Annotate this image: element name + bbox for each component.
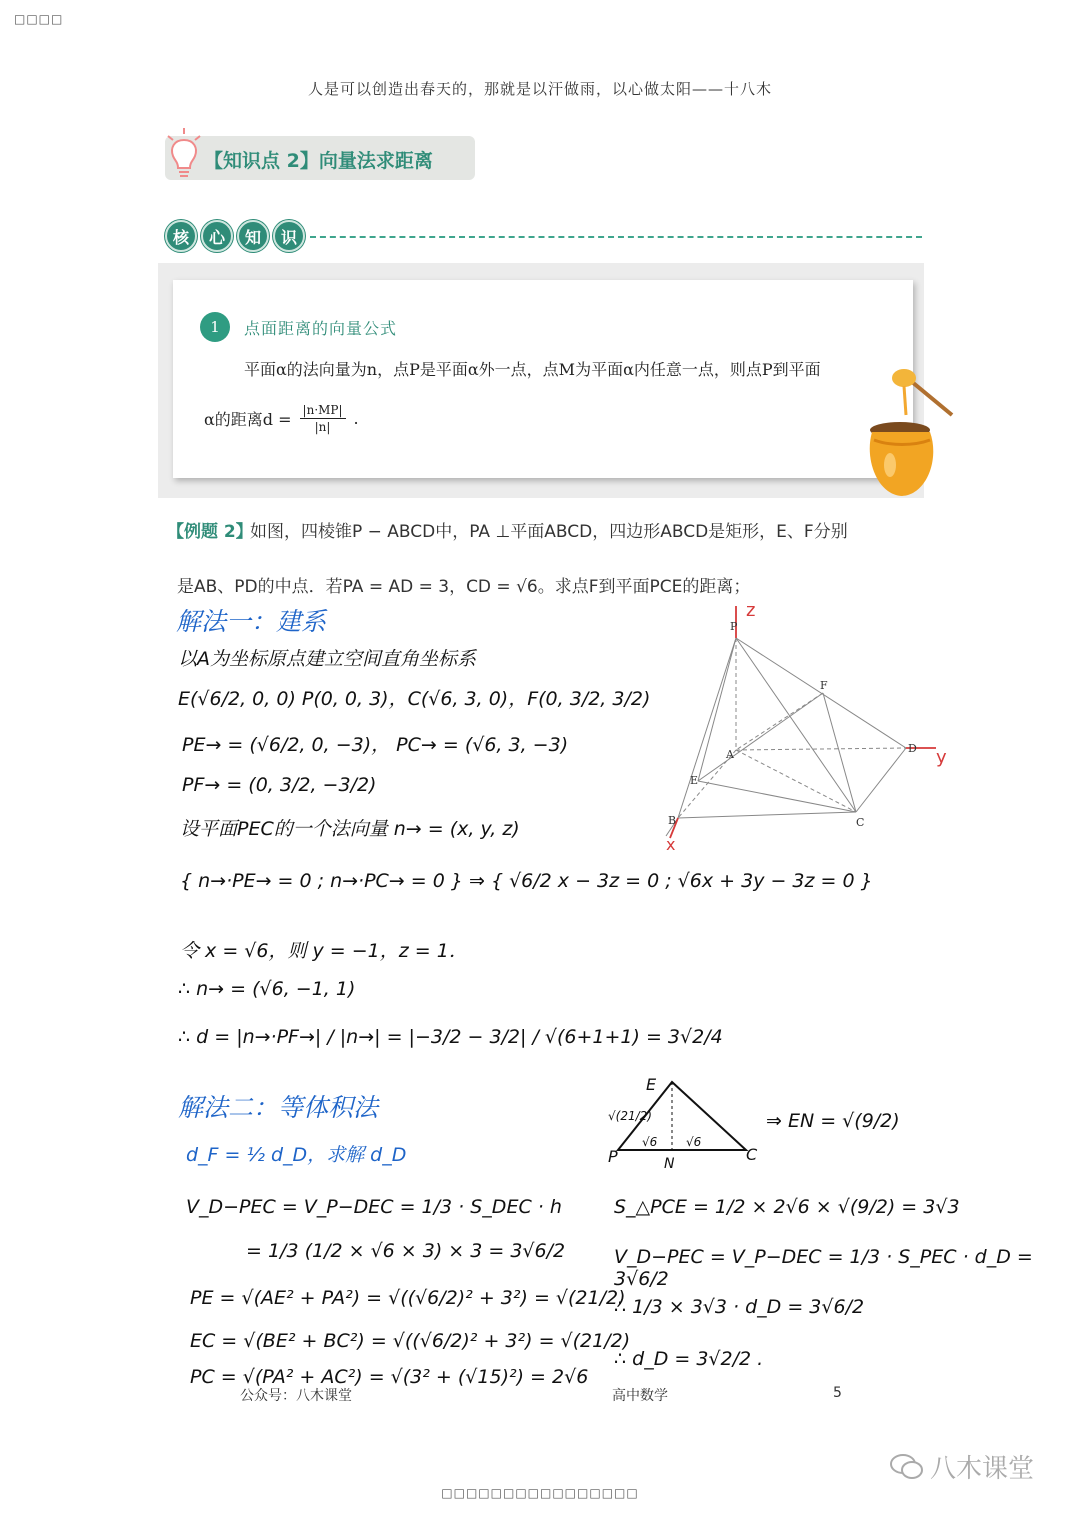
solution2-right-line: ∴ d_D = 3√2/2 .: [614, 1348, 764, 1370]
vertex-label-p: P: [730, 620, 738, 633]
triangle-sketch: [606, 1072, 766, 1172]
vertex-label-b: B: [668, 814, 677, 827]
solution2-right-line: ∴ 1/3 × 3√3 · d_D = 3√6/2: [614, 1296, 865, 1318]
solution1-line: PF→ = (0, 3/2, −3/2): [182, 774, 377, 796]
dashed-divider: [310, 236, 922, 238]
solution1-line: 设平面PEC的一个法向量 n→ = (x, y, z): [180, 818, 520, 840]
formula-suffix: .: [353, 409, 359, 428]
vertex-label-d: D: [908, 742, 917, 755]
corner-mark: □□□□: [14, 12, 64, 26]
watermark: [890, 1448, 1034, 1485]
solution1-line: 令 x = √6，则 y = −1，z = 1．: [180, 940, 468, 962]
honey-jar-icon: [860, 360, 960, 500]
axis-label-x: x: [666, 835, 676, 854]
triangle-pn-label: √6: [642, 1135, 658, 1149]
core-char: 识: [273, 220, 305, 252]
triangle-label-n: N: [664, 1156, 675, 1172]
fraction-numerator: |n·MP|: [300, 403, 346, 419]
triangle-label-c: C: [746, 1145, 758, 1164]
vertex-label-c: C: [856, 816, 865, 829]
solution2-subtitle: d_F = ½ d_D，求解 d_D: [186, 1144, 407, 1166]
triangle-side-label: √(21/2): [608, 1109, 652, 1123]
knowledge-point-title: 【知识点 2】向量法求距离: [204, 150, 433, 172]
page-motto: 人是可以创造出春天的，那就是以汗做雨，以心做太阳——十八木: [307, 80, 772, 98]
triangle-nc-label: √6: [686, 1135, 702, 1149]
solution2-left-line: PC = √(PA² + AC²) = √(3² + (√15)²) = 2√6: [190, 1366, 589, 1388]
solution2-left-line: PE = √(AE² + PA²) = √((√6/2)² + 3²) = √(21/2): [190, 1287, 626, 1309]
axis-label-y: y: [936, 747, 947, 768]
watermark-text: 八木课堂: [930, 1454, 1035, 1484]
fraction-denominator: |n|: [314, 420, 331, 434]
footer-subject: 高中数学: [612, 1388, 668, 1404]
distance-fraction: [300, 403, 346, 434]
core-char: 知: [237, 220, 269, 252]
lightbulb-icon: [162, 126, 206, 182]
solution1-line: { n→·PE→ = 0 ; n→·PC→ = 0 } ⇒ { √6/2 x − 3z = 0 ; √6x + 3y − 3z = 0 }: [180, 870, 873, 892]
card-subtitle: 点面距离的向量公式: [244, 319, 398, 338]
formula-prefix: α的距离d =: [204, 410, 292, 429]
solution1-line: PE→ = (√6/2, 0, −3)， PC→ = (√6, 3, −3): [182, 734, 569, 756]
bottom-mark: □□□□□□□□□□□□□□□□: [441, 1486, 639, 1500]
solution2-right-line: S_△PCE = 1/2 × 2√6 × √(9/2) = 3√3: [614, 1196, 960, 1218]
formula-distance: [204, 403, 359, 434]
solution2-left-line: EC = √(BE² + BC²) = √((√6/2)² + 3²) = √(21/2): [190, 1330, 631, 1352]
page-number: 5: [833, 1385, 842, 1401]
vertex-label-a: A: [726, 748, 734, 761]
solution1-line: ∴ n→ = (√6, −1, 1): [178, 978, 356, 1000]
solution1-line: E(√6/2, 0, 0) P(0, 0, 3)，C(√6, 3, 0)，F(0, 3/2, 3/2): [178, 688, 651, 710]
example-label: 【例题 2】: [167, 522, 253, 542]
solution1-title: 解法一：建系: [176, 607, 327, 636]
section-number-badge: 1: [200, 312, 230, 342]
example-question-line: 如图，四棱锥P − ABCD中，PA ⊥平面ABCD，四边形ABCD是矩形，E、F分别: [250, 522, 848, 542]
pyramid-figure: [660, 598, 960, 860]
solution1-line: 以A为坐标原点建立空间直角坐标系: [178, 648, 476, 670]
example-question-line: 是AB、PD的中点．若PA = AD = 3，CD = √6。求点F到平面PCE的距离；: [177, 577, 751, 597]
core-knowledge-header: [165, 220, 305, 252]
solution2-title: 解法二：等体积法: [178, 1093, 379, 1122]
wechat-icon: [890, 1453, 924, 1481]
vertex-label-e: E: [690, 774, 699, 787]
core-char: 心: [201, 220, 233, 252]
triangle-label-p: P: [608, 1147, 618, 1166]
axis-label-z: z: [746, 600, 756, 621]
formula-text-line: 平面α的法向量为n，点P是平面α外一点，点M为平面α内任意一点，则点P到平面: [244, 360, 821, 379]
solution2-left-line: = 1/3 (1/2 × √6 × 3) × 3 = 3√6/2: [246, 1240, 566, 1262]
solution2-right-line: V_D−PEC = V_P−DEC = 1/3 · S_PEC · d_D = 3√6/2: [614, 1246, 1033, 1290]
solution1-line: ∴ d = |n→·PF→| / |n→| = |−3/2 − 3/2| / √(6+1+1) = 3√2/4: [178, 1026, 723, 1048]
core-char: 核: [165, 220, 197, 252]
vertex-label-f: F: [820, 679, 828, 692]
footer-account: 公众号：八木课堂: [240, 1388, 352, 1404]
triangle-label-e: E: [646, 1075, 657, 1094]
solution2-left-line: V_D−PEC = V_P−DEC = 1/3 · S_DEC · h: [186, 1196, 562, 1218]
solution2-right-line: ⇒ EN = √(9/2): [766, 1110, 900, 1132]
